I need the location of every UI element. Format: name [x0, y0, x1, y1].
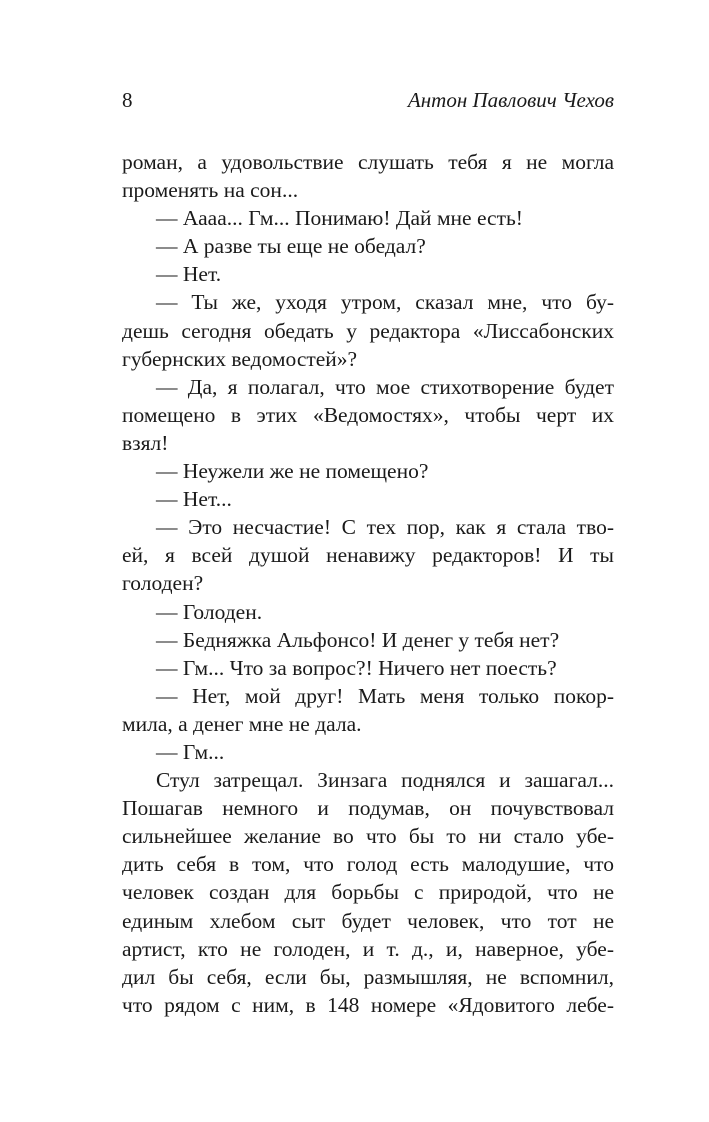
text-line: что рядом с ним, в 148 номере «Ядовитого лебе- [122, 992, 614, 1017]
running-head-author: Антон Павлович Чехов [407, 88, 614, 112]
text-line: роман, а удовольствие слушать тебя я не могла [122, 150, 614, 174]
body-text [122, 148, 614, 1019]
page-header [122, 86, 614, 114]
text-line: — Гм... Что за вопрос?! Ничего нет поесть? [156, 655, 557, 680]
text-line: дешь сегодня обедать у редактора «Лиссабонских [122, 318, 614, 343]
text-line: променять на сон... [122, 178, 299, 203]
text-line: дить себя в том, что голод есть малодушие, что [122, 852, 614, 877]
text-line: — Бедняжка Альфонсо! И денег у тебя нет? [156, 627, 560, 652]
text-line: — Да, я полагал, что мое стихотворение будет [156, 374, 614, 399]
text-line: — Гм... [156, 739, 225, 764]
text-line: мила, а денег мне не дала. [122, 711, 362, 736]
text-line: — Нет... [156, 487, 232, 512]
text-line: помещено в этих «Ведомостях», чтобы черт их [122, 402, 614, 427]
text-line: — Нет, мой друг! Мать меня только покор- [156, 683, 614, 708]
text-line: Стул затрещал. Зинзага поднялся и зашагал... [156, 768, 614, 793]
text-line: — Аааа... Гм... Понимаю! Дай мне есть! [156, 206, 523, 231]
text-line: человек создан для борьбы с природой, что не [122, 880, 614, 905]
text-line: — Неужели же не помещено? [156, 459, 429, 484]
text-line: — Ты же, уходя утром, сказал мне, что бу- [156, 290, 614, 315]
text-line: — Это несчастие! С тех пор, как я стала тво- [156, 515, 614, 540]
text-line: сильнейшее желание во что бы то ни стало убе- [122, 824, 614, 849]
page-number: 8 [122, 88, 133, 112]
text-line: губернских ведомостей»? [122, 346, 358, 371]
text-line: дил бы себя, если бы, размышляя, не вспомнил, [122, 964, 614, 989]
text-line: Пошагав немного и подумав, он почувствовал [122, 796, 614, 821]
text-line: взял! [122, 430, 169, 455]
text-line: — А разве ты еще не обедал? [156, 234, 426, 259]
text-line: артист, кто не голоден, и т. д., и, наверное, убе- [122, 936, 614, 961]
text-line: голоден? [122, 571, 204, 596]
text-line: — Нет. [156, 262, 222, 287]
text-line: — Голоден. [156, 599, 263, 624]
text-line: ей, я всей душой ненавижу редакторов! И ты [122, 543, 614, 568]
text-line: единым хлебом сыт будет человек, что тот не [122, 908, 614, 933]
